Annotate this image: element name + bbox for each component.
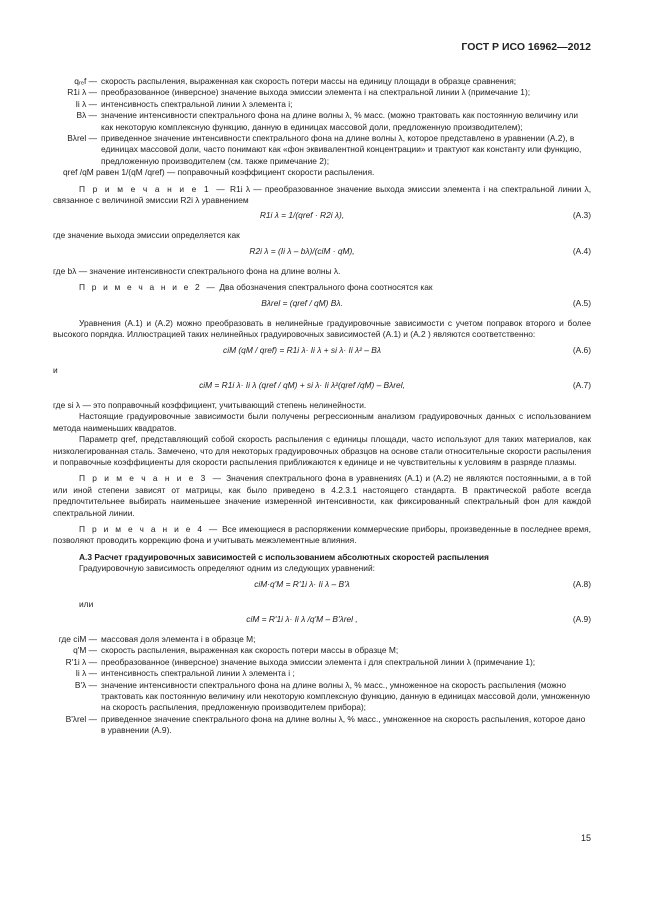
page-number: 15 xyxy=(580,833,591,843)
conjunction: и xyxy=(53,364,58,375)
definition-text: скорость распыления, выраженная как скорость потери массы в образце M; xyxy=(101,645,399,656)
definition-item xyxy=(53,110,591,133)
equation-formula: ciM·q'M = R'1i λ· Ii λ – B'λ xyxy=(254,578,350,589)
equation-a4 xyxy=(53,246,591,260)
where-text: где si λ — это поправочный коэффициент, учитывающий степень нелинейности. xyxy=(53,399,367,410)
definition-item xyxy=(53,634,591,645)
equation-formula: R2i λ = (Ii λ – bλ)/(ciM · qM), xyxy=(249,245,355,256)
definition-item xyxy=(53,645,591,656)
note-3 xyxy=(53,473,591,519)
definition-text: интенсивность спектральной линии λ элемента i ; xyxy=(101,668,295,679)
definition-item xyxy=(53,680,591,714)
definition-text: приведенное значение интенсивности спектрального фона на длине волны λ, которое представлено в уравнении (А.2), в единицах массовой доли, часто понимают как «фон эквивалентной концентрации» и трактуют как константу или функцию, предложенную производителем (см. также примечание 2); xyxy=(101,133,582,166)
definition-text: преобразованное (инверсное) значение выхода эмиссии элемента i для спектральной линии λ (примечание 1); xyxy=(101,656,536,667)
definition-term: где ciM — xyxy=(58,634,97,644)
definition-term: B'λrel — xyxy=(65,713,97,724)
ratio-line: qref /qM равен 1/(qM /qref) — поправочный коэффициент скорости распыления. xyxy=(63,167,375,178)
definition-item xyxy=(53,87,591,98)
equation-formula: ciM = R1i λ· Ii λ (qref / qM) + si λ· Ii λ²(qref /qM) – Bλrel, xyxy=(199,379,405,390)
note-1 xyxy=(53,184,591,207)
note-text: Значения спектрального фона в уравнениях (А.1) и (А.2) не являются постоянными, а в той или иной степени зависят от матрицы, как было приведено в 4.2.3.1 настоящего стандарта. В практической работе всегда предпочтительнее выбирать наименьшее значение измеренной интенсивности, как фиксированный спектральный фон для каждой спектральной линии. xyxy=(53,473,591,518)
definition-item xyxy=(53,657,591,668)
definition-term: Bλ — xyxy=(76,110,97,121)
equation-number: (A.3) xyxy=(572,210,591,221)
definition-term: Ii λ — xyxy=(75,668,97,679)
page-content xyxy=(53,76,591,737)
definition-item xyxy=(53,133,591,167)
note-label: П р и м е ч а н и е 1 — xyxy=(79,183,227,194)
definition-term: R1i λ — xyxy=(67,87,97,98)
definition-term: B'λ — xyxy=(74,679,97,690)
equation-formula: ciM (qM / qref) = R1i λ· Ii λ + si λ· Ii λ² – Bλ xyxy=(223,344,381,355)
definition-item xyxy=(53,714,591,737)
definitions-list xyxy=(53,76,591,179)
conjunction: или xyxy=(79,598,94,609)
equation-number: (A.8) xyxy=(572,578,591,589)
definition-item xyxy=(53,99,591,110)
note-label: П р и м е ч а н и е 2 — xyxy=(79,282,217,293)
paragraph: Параметр qref, представляющий собой скорость распыления с единицы площади, часто используют для таких материалов, как низколегированная сталь. Замечено, что для некоторых градуировочных образцов на основе стали относительные скорости распыления и поправочные коэффициенты для скорости распыления приближаются к единице и не чувствительны к условиям в разряде плазмы. xyxy=(53,434,591,467)
equation-number: (A.7) xyxy=(572,379,591,390)
note-text: Все имеющиеся в распоряжении коммерческие приборы, произведенные в последнее время, позволяют проводить коррекцию фона и учитывать межэлементные влияния. xyxy=(53,523,592,546)
equation-formula: ciM = R'1i λ· Ii λ /q'M – B'λrel , xyxy=(246,614,358,624)
definition-term: Bλrel — xyxy=(67,133,97,144)
where-text: где значение выхода эмиссии определяется как xyxy=(53,230,240,241)
paragraph: Градуировочную зависимость определяют одним из следующих уравнений: xyxy=(79,563,375,574)
note-text: R1i λ — преобразованное значение выхода эмиссии элемента i на спектральной линии λ, связанное с величиной эмиссии R2i λ уравнением xyxy=(53,183,592,206)
definition-text: приведенное значение спектрального фона на длине волны λ, % масс., умноженное на скорость распыления, которое дано в уравнении (А.9). xyxy=(101,713,586,736)
paragraph: Настоящие градуировочные зависимости были получены регрессионным анализом градуировочных данных с использованием метода наименьших квадратов. xyxy=(53,411,591,433)
paragraph: Уравнения (А.1) и (А.2) можно преобразовать в нелинейные градуировочные зависимости с учетом поправок второго и более высокого порядка. Иллюстрацией таких нелинейных градуировочных зависимостей (А.1) и (А.2 ) являются соответственно: xyxy=(53,317,591,340)
equation-a3 xyxy=(53,210,591,224)
definition-item xyxy=(53,668,591,679)
equation-a5 xyxy=(53,298,591,312)
equation-formula: R1i λ = 1/(qref · R2i λ), xyxy=(259,210,345,221)
note-text: Два обозначения спектрального фона соотносятся как xyxy=(219,282,433,293)
definition-text: интенсивность спектральной линии λ элемента i; xyxy=(101,98,293,109)
note-4 xyxy=(53,524,591,547)
equation-number: (A.6) xyxy=(572,344,591,355)
equation-formula: Bλrel = (qref / qM) Bλ. xyxy=(261,297,343,308)
equation-number: (A.5) xyxy=(572,297,591,308)
definition-term: R'1i λ — xyxy=(65,656,97,667)
definition-text: преобразованное (инверсное) значение выхода эмиссии элемента i на спектральной линии λ (примечание 1); xyxy=(101,87,531,98)
note-2 xyxy=(53,282,591,293)
definition-text: массовая доля элемента i в образце M; xyxy=(101,634,256,644)
equation-a9 xyxy=(53,614,591,628)
definition-term: q'M — xyxy=(73,645,97,656)
equation-a7 xyxy=(53,380,591,394)
equation-a6 xyxy=(53,345,591,359)
note-label: П р и м е ч а н и е 4 — xyxy=(79,523,220,534)
equation-number: (A.9) xyxy=(572,614,591,624)
section-heading: А.3 Расчет градуировочных зависимостей с использованием абсолютных скоростей распыления xyxy=(79,551,489,562)
definitions-list xyxy=(53,634,591,737)
definition-term: qᵣₑf — xyxy=(74,76,97,86)
definition-term: Ii λ — xyxy=(75,98,97,109)
definition-text: значение интенсивности спектрального фона на длине волны λ, % масс. (можно трактовать как постоянную величину или как некоторую комплексную функцию, данную в единицах массовой доли, предложенную производителем); xyxy=(101,110,579,132)
definition-text: скорость распыления, выраженная как скорость потери массы на единицу площади в образце сравнения; xyxy=(101,76,517,86)
equation-a8 xyxy=(53,579,591,593)
note-label: П р и м е ч а н и е 3 — xyxy=(79,473,224,484)
definition-item xyxy=(53,76,591,87)
where-text: где bλ — значение интенсивности спектрального фона на длине волны λ. xyxy=(53,265,341,276)
definition-text: значение интенсивности спектрального фона на длине волны λ, % масс., умноженное на скорость распыления (можно трактовать как постоянную величину или некоторую комплексную функцию, данную в единицах массовой доли, умноженную на скорость распыления, предложенную производителем прибора); xyxy=(101,679,590,713)
standard-header: ГОСТ Р ИСО 16962—2012 xyxy=(461,41,591,53)
equation-number: (A.4) xyxy=(572,245,591,256)
